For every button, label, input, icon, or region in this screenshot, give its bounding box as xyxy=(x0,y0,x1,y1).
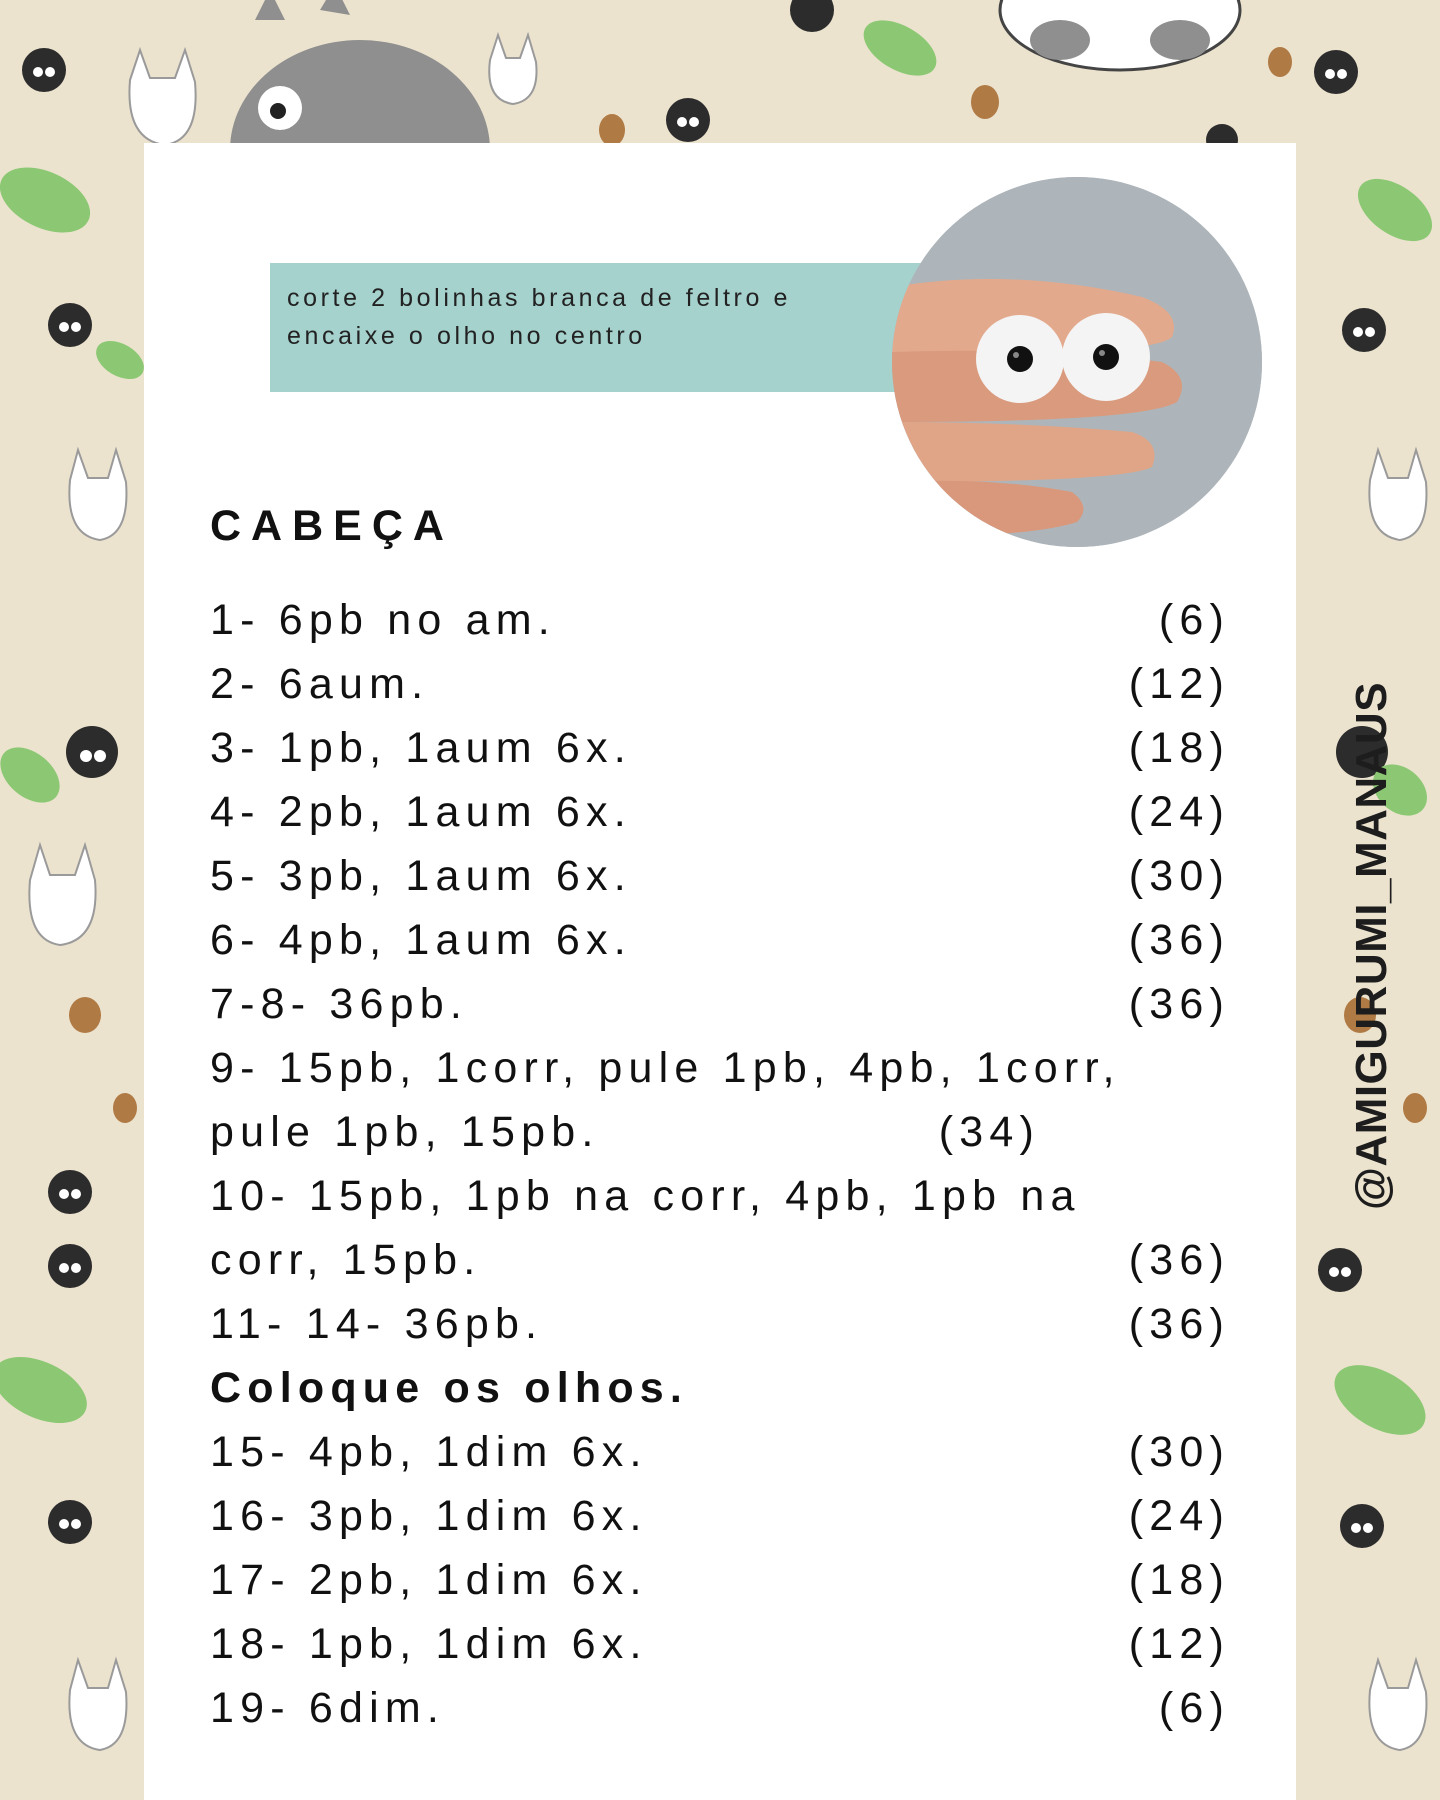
stitch-count: (30) xyxy=(1128,1428,1230,1476)
stitch-count: (24) xyxy=(1128,1492,1230,1540)
stitch-count: (12) xyxy=(1128,660,1230,708)
instruction-row xyxy=(210,652,1230,716)
stitch-count: (18) xyxy=(1128,724,1230,772)
soot-sprite-icon xyxy=(48,1170,92,1214)
instruction-note xyxy=(270,263,930,392)
instruction-row xyxy=(210,844,1230,908)
instruction-row xyxy=(210,1612,1230,1676)
instruction-row xyxy=(210,1484,1230,1548)
instruction-row xyxy=(210,908,1230,972)
soot-sprite-icon xyxy=(48,1244,92,1288)
soot-sprite-icon xyxy=(48,1500,92,1544)
acorn-icon xyxy=(599,114,625,146)
stitch-count: (34) xyxy=(938,1108,1040,1156)
instruction-text: 9- 15pb, 1corr, pule 1pb, 4pb, 1corr, xyxy=(210,1044,1121,1092)
soot-sprite-icon xyxy=(48,303,92,347)
instruction-row xyxy=(210,780,1230,844)
instruction-row xyxy=(210,716,1230,780)
soot-sprite-icon xyxy=(1318,1248,1362,1292)
note-line-2: encaixe o olho no centro xyxy=(287,322,646,350)
soot-sprite-icon xyxy=(1314,50,1358,94)
stitch-count: (36) xyxy=(1128,1236,1230,1284)
felt-eyes-photo-icon xyxy=(892,177,1262,547)
instruction-text: 16- 3pb, 1dim 6x. xyxy=(210,1492,648,1540)
instruction-text: 1- 6pb no am. xyxy=(210,596,556,644)
instruction-text: Coloque os olhos. xyxy=(210,1364,689,1412)
stitch-count: (36) xyxy=(1128,1300,1230,1348)
instruction-row xyxy=(210,1676,1230,1740)
instruction-text: 11- 14- 36pb. xyxy=(210,1300,544,1348)
instruction-list xyxy=(210,588,1230,1740)
stitch-count: (24) xyxy=(1128,788,1230,836)
soot-sprite-icon xyxy=(1340,1504,1384,1548)
soot-sprite-icon xyxy=(666,98,710,142)
instruction-row xyxy=(210,1548,1230,1612)
acorn-icon xyxy=(69,997,101,1033)
soot-sprite-icon xyxy=(22,48,66,92)
stitch-count: (18) xyxy=(1128,1556,1230,1604)
stitch-count: (30) xyxy=(1128,852,1230,900)
instruction-text: pule 1pb, 15pb. xyxy=(210,1108,600,1156)
stitch-count: (12) xyxy=(1128,1620,1230,1668)
instruction-row xyxy=(210,1420,1230,1484)
instruction-row xyxy=(210,972,1230,1036)
instruction-row xyxy=(210,1164,1230,1228)
instruction-text: 2- 6aum. xyxy=(210,660,430,708)
acorn-icon xyxy=(971,85,999,119)
soot-sprite-icon xyxy=(66,726,118,778)
felt-eyes-photo xyxy=(892,177,1262,547)
instruction-text: 10- 15pb, 1pb na corr, 4pb, 1pb na xyxy=(210,1172,1081,1220)
instruction-text: 18- 1pb, 1dim 6x. xyxy=(210,1620,648,1668)
instruction-text: 19- 6dim. xyxy=(210,1684,446,1732)
instruction-row xyxy=(210,588,1230,652)
instruction-text: 3- 1pb, 1aum 6x. xyxy=(210,724,632,772)
instruction-row xyxy=(210,1036,1230,1100)
instagram-handle-text: @AMIGURUMI_MANAUS xyxy=(1347,681,1396,1210)
instruction-row xyxy=(210,1292,1230,1356)
stitch-count: (6) xyxy=(1158,1684,1230,1732)
instruction-text: 4- 2pb, 1aum 6x. xyxy=(210,788,632,836)
section-title: CABEÇA xyxy=(210,502,454,550)
instruction-text: corr, 15pb. xyxy=(210,1236,482,1284)
note-line-1: corte 2 bolinhas branca de feltro e xyxy=(287,284,792,312)
instruction-text: 7-8- 36pb. xyxy=(210,980,469,1028)
instruction-text: 6- 4pb, 1aum 6x. xyxy=(210,916,632,964)
acorn-icon xyxy=(1403,1093,1427,1123)
acorn-icon xyxy=(113,1093,137,1123)
instruction-row xyxy=(210,1100,1230,1164)
instruction-text: 17- 2pb, 1dim 6x. xyxy=(210,1556,648,1604)
stitch-count: (36) xyxy=(1128,980,1230,1028)
instruction-row xyxy=(210,1356,1230,1420)
soot-sprite-icon xyxy=(1342,308,1386,352)
instruction-text: 15- 4pb, 1dim 6x. xyxy=(210,1428,648,1476)
stitch-count: (6) xyxy=(1158,596,1230,644)
acorn-icon xyxy=(1268,47,1292,77)
instruction-text: 5- 3pb, 1aum 6x. xyxy=(210,852,632,900)
stitch-count: (36) xyxy=(1128,916,1230,964)
instruction-row xyxy=(210,1228,1230,1292)
